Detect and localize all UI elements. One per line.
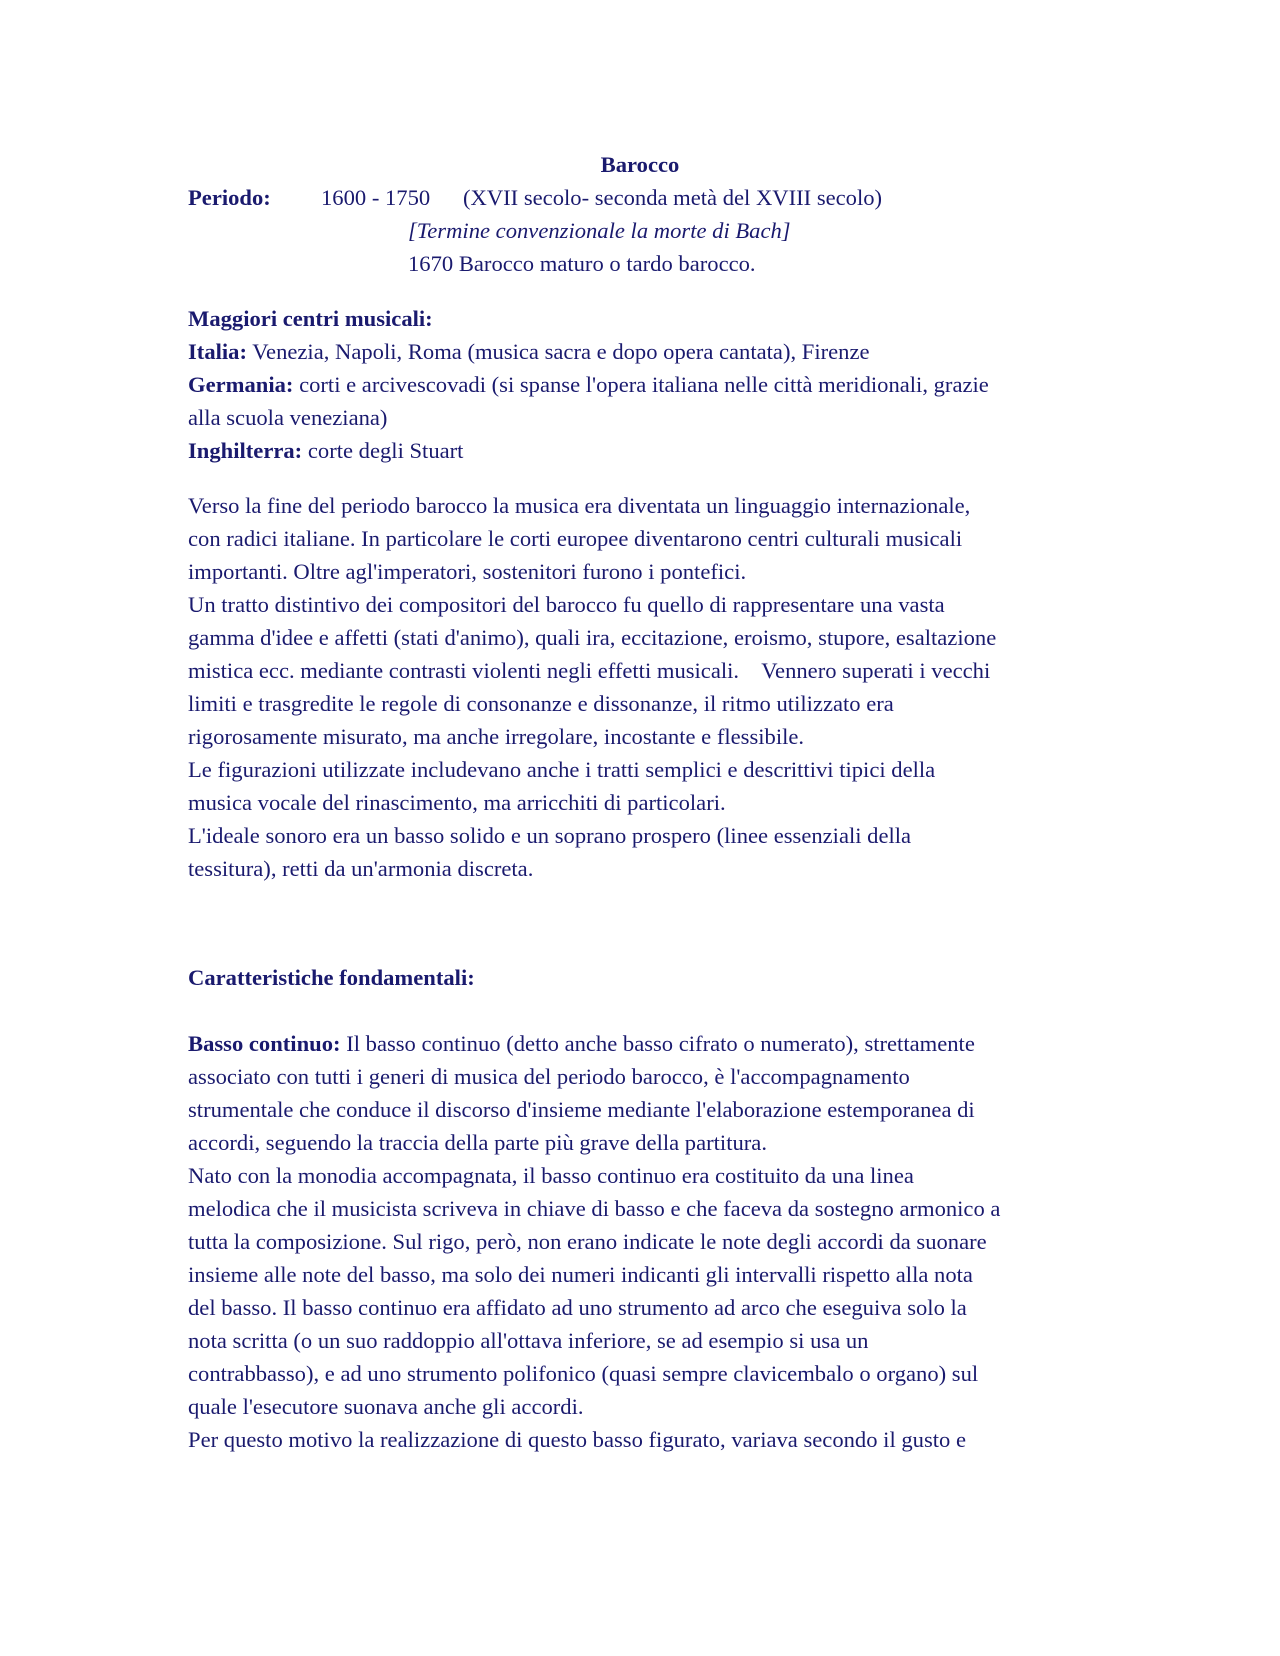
center-germany	[188, 368, 1098, 401]
text-line: musica vocale del rinascimento, ma arricchiti di particolari.	[188, 790, 726, 815]
text-line: rigorosamente misurato, ma anche irregolare, incostante e flessibile.	[188, 724, 805, 749]
period-note-italic: [Termine convenzionale la morte di Bach]	[408, 218, 791, 243]
text-line: melodica che il musicista scriveva in chiave di basso e che faceva da sostegno armonico a	[188, 1196, 1001, 1221]
text-line: mistica ecc. mediante contrasti violenti negli effetti musicali. Vennero superati i vecchi	[188, 658, 991, 683]
text-line: importanti. Oltre agl'imperatori, sostenitori furono i pontefici.	[188, 559, 747, 584]
basso-continuo-paragraph	[188, 1027, 1098, 1456]
text-line: tessitura), retti da un'armonia discreta.	[188, 856, 534, 881]
text-line: quale l'esecutore suonava anche gli accordi.	[188, 1394, 584, 1419]
center-italy-text: Venezia, Napoli, Roma (musica sacra e dopo opera cantata), Firenze	[247, 339, 870, 364]
period-years: 1600 - 1750	[321, 185, 431, 210]
basso-first-text: Il basso continuo (detto anche basso cifrato o numerato), strettamente	[340, 1031, 975, 1056]
period-row	[188, 181, 1098, 214]
text-line: Verso la fine del periodo barocco la musica era diventata un linguaggio internazionale,	[188, 493, 971, 518]
center-england	[188, 434, 1098, 467]
text-line: associato con tutti i generi di musica del periodo barocco, è l'accompagnamento	[188, 1064, 910, 1089]
center-england-label: Inghilterra:	[188, 438, 303, 463]
text-line: gamma d'idee e affetti (stati d'animo), quali ira, eccitazione, eroismo, stupore, esaltazione	[188, 625, 997, 650]
text-line: Le figurazioni utilizzate includevano anche i tratti semplici e descrittivi tipici della	[188, 757, 936, 782]
text-line: limiti e trasgredite le regole di consonanze e dissonanze, il ritmo utilizzato era	[188, 691, 894, 716]
text-line: L'ideale sonoro era un basso solido e un soprano prospero (linee essenziali della	[188, 823, 912, 848]
basso-label: Basso continuo:	[188, 1031, 341, 1056]
text-line: Per questo motivo la realizzazione di questo basso figurato, variava secondo il gusto e	[188, 1427, 967, 1452]
text-line: contrabbasso), e ad uno strumento polifonico (quasi sempre clavicembalo o organo) sul	[188, 1361, 979, 1386]
period-label: Periodo:	[188, 185, 271, 210]
text-line: tutta la composizione. Sul rigo, però, non erano indicate le note degli accordi da suonare	[188, 1229, 987, 1254]
text-line: con radici italiane. In particolare le corti europee diventarono centri culturali musicali	[188, 526, 963, 551]
text-line: Nato con la monodia accompagnata, il basso continuo era costituito da una linea	[188, 1163, 914, 1188]
period-note-late-baroque: 1670 Barocco maturo o tardo barocco.	[408, 251, 756, 276]
text-line: strumentale che conduce il discorso d'insieme mediante l'elaborazione estemporanea di	[188, 1097, 975, 1122]
intro-paragraph	[188, 489, 1098, 885]
center-england-text: corte degli Stuart	[302, 438, 464, 463]
text-line: Un tratto distintivo dei compositori del barocco fu quello di rappresentare una vasta	[188, 592, 945, 617]
period-description: (XVII secolo- seconda metà del XVIII secolo)	[463, 185, 883, 210]
text-line: del basso. Il basso continuo era affidato ad uno strumento ad arco che eseguiva solo la	[188, 1295, 967, 1320]
features-heading: Caratteristiche fondamentali:	[188, 965, 475, 990]
page-title: Barocco	[600, 152, 680, 177]
center-germany-label: Germania:	[188, 372, 294, 397]
document-page	[188, 148, 1098, 1456]
text-line: nota scritta (o un suo raddoppio all'ottava inferiore, se ad esempio si usa un	[188, 1328, 869, 1353]
text-line: accordi, seguendo la traccia della parte più grave della partitura.	[188, 1130, 767, 1155]
center-italy-label: Italia:	[188, 339, 247, 364]
basso-first-line	[188, 1027, 1098, 1060]
text-line: insieme alle note del basso, ma solo dei numeri indicanti gli intervalli rispetto alla nota	[188, 1262, 973, 1287]
center-germany-text: corti e arcivescovadi (si spanse l'opera italiana nelle città meridionali, grazie	[293, 372, 989, 397]
center-germany-continued: alla scuola veneziana)	[188, 405, 388, 430]
centers-heading: Maggiori centri musicali:	[188, 306, 433, 331]
center-italy	[188, 335, 1098, 368]
